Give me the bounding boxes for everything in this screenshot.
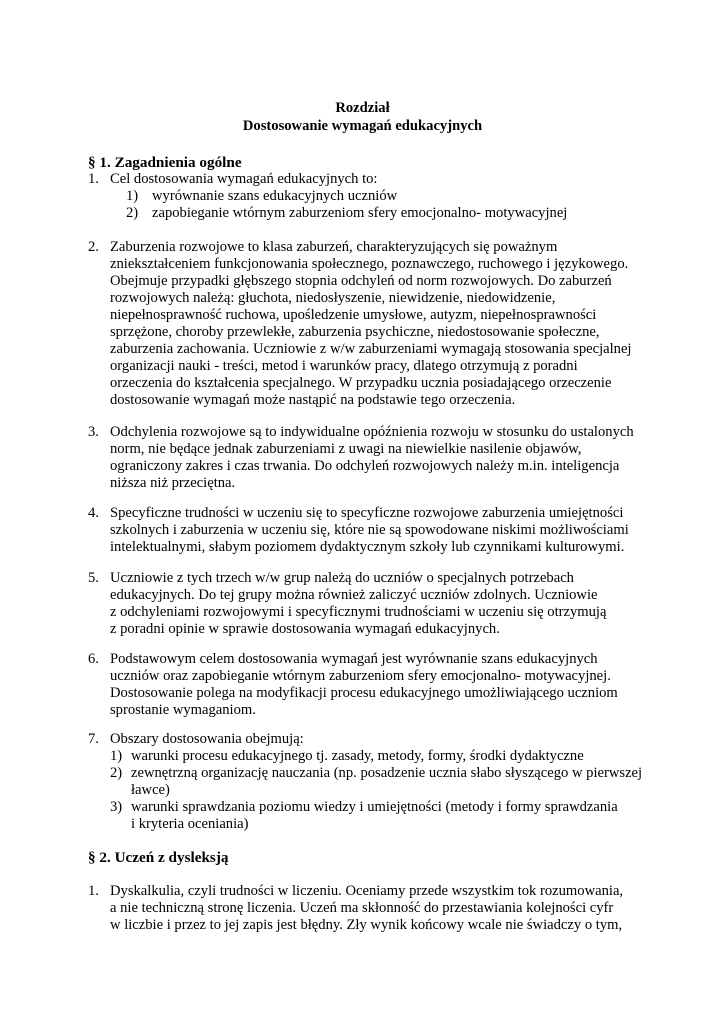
item-2-line: organizacji nauki - treści, metod i warunków pracy, dlatego otrzymują z poradni (110, 358, 578, 374)
section-2-item-1-line: Dyskalkulia, czyli trudności w liczeniu. Oceniamy przede wszystkim tok rozumowania, (110, 883, 624, 899)
item-1-sub-2-text: zapobieganie wtórnym zaburzeniom sfery emocjonalno- motywacyjnej (152, 205, 568, 221)
item-5-number: 5. (88, 570, 99, 586)
item-7-sub-3-line: warunki sprawdzania poziomu wiedzy i umiejętności (metody i formy sprawdzania (131, 799, 618, 815)
item-5-line: Uczniowie z tych trzech w/w grup należą do uczniów o specjalnych potrzebach (110, 570, 574, 586)
item-4-line: szkolnych i zaburzenia w uczeniu się, które nie są spowodowane niskimi możliwościami (110, 522, 629, 538)
item-3-line: niższa niż przeciętna. (110, 475, 236, 491)
item-4-line: Specyficzne trudności w uczeniu się to specyficzne rozwojowe zaburzenia umiejętności (110, 505, 624, 521)
item-7-sub-3-number: 3) (110, 799, 123, 815)
item-1-text: Cel dostosowania wymagań edukacyjnych to: (110, 171, 378, 187)
section-2-item-1-number: 1. (88, 883, 99, 899)
item-7-text: Obszary dostosowania obejmują: (110, 731, 304, 747)
item-2-line: rozwojowych należą: głuchota, niedosłyszenie, niewidzenie, niedowidzenie, (110, 290, 556, 306)
item-7-sub-1-line: warunki procesu edukacyjnego tj. zasady, metody, formy, środki dydaktyczne (131, 748, 584, 764)
section-1-heading: § 1. Zagadnienia ogólne (88, 154, 242, 171)
item-1-sub-1-number: 1) (126, 188, 139, 204)
item-2-line: Obejmuje przypadki głębszego stopnia odchyleń od norm rozwojowych. Do zaburzeń (110, 273, 612, 289)
item-7-sub-3-line: i kryteria oceniania) (131, 816, 249, 832)
item-7-sub-1-number: 1) (110, 748, 123, 764)
item-2-line: dostosowanie wymagań może nastąpić na podstawie tego orzeczenia. (110, 392, 516, 408)
item-6-number: 6. (88, 651, 99, 667)
item-6-line: Podstawowym celem dostosowania wymagań jest wyrównanie szans edukacyjnych (110, 651, 598, 667)
item-6-line: sprostanie wymaganiom. (110, 702, 256, 718)
item-1-sub-2-number: 2) (126, 205, 139, 221)
item-3-line: norm, nie będące jednak zaburzeniami z uwagi na niewielkie nasilenie objawów, (110, 441, 582, 457)
item-3-line: Odchylenia rozwojowe są to indywidualne opóźnienia rozwoju w stosunku do ustalonych (110, 424, 634, 440)
item-5-line: z odchyleniami rozwojowymi i specyficznymi trudnościami w uczeniu się otrzymują (110, 604, 607, 620)
item-2-line: orzeczenia do kształcenia specjalnego. W przypadku ucznia posiadającego orzeczenie (110, 375, 612, 391)
item-7-sub-2-line: zewnętrzną organizację nauczania (np. posadzenie ucznia słabo słyszącego w pierwszej (131, 765, 643, 781)
section-2-item-1-line: a nie techniczną stronę liczenia. Uczeń ma skłonność do przestawiania kolejności cyfr (110, 900, 614, 916)
item-6-line: Dostosowanie polega na modyfikacji procesu edukacyjnego umożliwiającego uczniom (110, 685, 618, 701)
item-5-line: edukacyjnych. Do tej grupy można również zaliczyć uczniów zdolnych. Uczniowie (110, 587, 598, 603)
item-7-number: 7. (88, 731, 99, 747)
section-2-item-1-line: w liczbie i przez to jej zapis jest błędny. Zły wynik końcowy wcale nie świadczy o tym, (110, 917, 623, 933)
item-2-line: zniekształceniem funkcjonowania społecznego, poznawczego, ruchowego i językowego. (110, 256, 629, 272)
item-4-line: intelektualnymi, słabym poziomem dydaktycznym szkoły lub czynnikami kulturowymi. (110, 539, 625, 555)
chapter-title: Dostosowanie wymagań edukacyjnych (242, 118, 483, 134)
item-2-line: sprzężone, choroby przewlekłe, zaburzenia psychiczne, niedostosowanie społeczne, (110, 324, 600, 340)
item-3-number: 3. (88, 424, 99, 440)
item-5-line: z poradni opinie w sprawie dostosowania wymagań edukacyjnych. (110, 621, 500, 637)
item-7-sub-2-number: 2) (110, 765, 123, 781)
item-3-line: ograniczony zakres i czas trwania. Do odchyleń rozwojowych należy m.in. inteligencja (110, 458, 620, 474)
item-2-line: niepełnosprawność ruchowa, upośledzenie umysłowe, autyzm, niepełnosprawności (110, 307, 597, 323)
item-6-line: uczniów oraz zapobieganie wtórnym zaburzeniom sfery emocjonalno- motywacyjnej. (110, 668, 611, 684)
item-2-line: zaburzenia zachowania. Uczniowie z w/w zaburzeniami wymagają stosowania specjalnej (110, 341, 632, 357)
item-7-sub-2-line: ławce) (131, 782, 170, 798)
section-2-heading: § 2. Uczeń z dysleksją (88, 849, 229, 866)
item-1-number: 1. (88, 171, 99, 187)
item-2-line: Zaburzenia rozwojowe to klasa zaburzeń, charakteryzujących się poważnym (110, 239, 558, 255)
chapter-label: Rozdział (335, 100, 390, 116)
item-1-sub-1-text: wyrównanie szans edukacyjnych uczniów (152, 188, 398, 204)
item-2-number: 2. (88, 239, 99, 255)
item-4-number: 4. (88, 505, 99, 521)
